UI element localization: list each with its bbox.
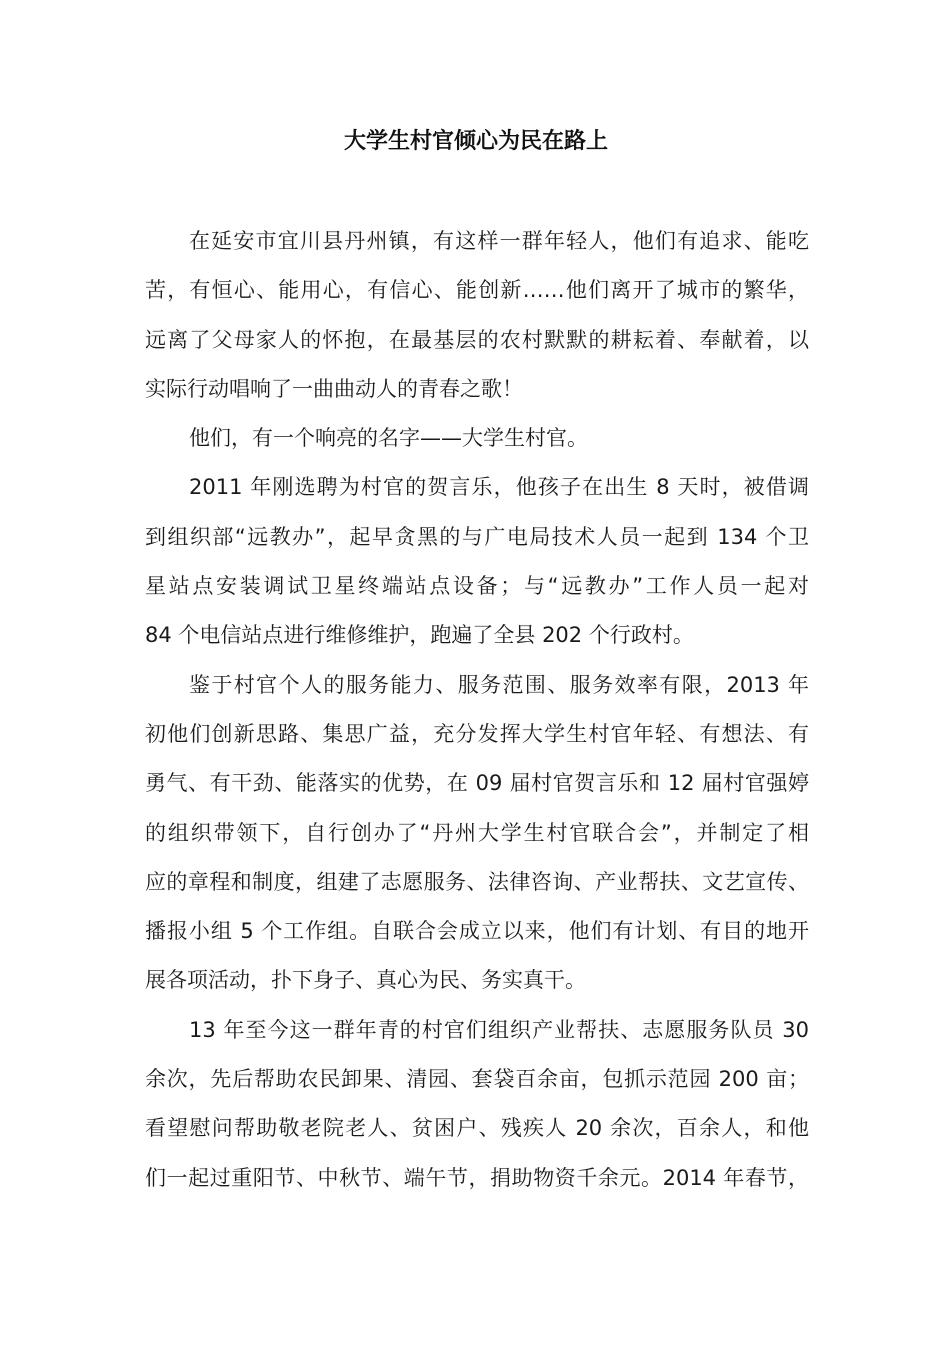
paragraph-5-line-1: 13 年至今这一群年青的村官们组织产业帮扶、志愿服务队员 30 — [189, 1017, 809, 1042]
paragraph-1-line-2: 苦，有恒心、能用心，有信心、能创新……他们离开了城市的繁华， — [145, 278, 809, 303]
paragraph-3-line-4: 84 个电信站点进行维修维护，跑遍了全县 202 个行政村。 — [145, 623, 694, 648]
paragraph-1-line-1: 在延安市宜川县丹州镇，有这样一群年轻人，他们有追求、能吃 — [189, 229, 809, 253]
paragraph-4-line-2: 初他们创新思路、集思广益，充分发挥大学生村官年轻、有想法、有 — [145, 721, 809, 746]
paragraph-3-line-3: 星站点安装调试卫星终端站点设备；与“远教办”工作人员一起对 — [145, 574, 809, 599]
paragraph-5-line-2: 余次，先后帮助农民卸果、清园、套袋百余亩，包抓示范园 200 亩； — [145, 1067, 809, 1092]
document-title: 大学生村官倾心为民在路上 — [343, 129, 608, 154]
paragraph-1-line-3: 远离了父母家人的怀抱，在最基层的农村默默的耕耘着、奉献着，以 — [145, 327, 809, 352]
paragraph-1-line-4: 实际行动唱响了一曲曲动人的青春之歌！ — [145, 376, 523, 401]
paragraph-4-line-5: 应的章程和制度，组建了志愿服务、法律咨询、产业帮扶、文艺宣传、 — [145, 869, 809, 894]
paragraph-4-line-3: 勇气、有干劲、能落实的优势，在 09 届村官贺言乐和 12 届村官强婷 — [145, 771, 809, 796]
document-body — [145, 217, 809, 1203]
paragraph-4-line-4: 的组织带领下，自行创办了“丹州大学生村官联合会”，并制定了相 — [145, 820, 809, 845]
paragraph-3-line-1: 2011 年刚选聘为村官的贺言乐，他孩子在出生 8 天时，被借调 — [189, 475, 809, 500]
paragraph-5-line-3: 看望慰问帮助敬老院老人、贫困户、残疾人 20 余次，百余人，和他 — [145, 1116, 809, 1141]
paragraph-4-line-7: 展各项活动，扑下身子、真心为民、务实真干。 — [145, 968, 586, 993]
paragraph-2-line-1: 他们，有一个响亮的名字——大学生村官。 — [189, 426, 588, 451]
paragraph-3-line-2: 到组织部“远教办”，起早贪黑的与广电局技术人员一起到 134 个卫 — [145, 524, 809, 549]
paragraph-5-line-4: 们一起过重阳节、中秋节、端午节，捐助物资千余元。2014 年春节， — [145, 1165, 809, 1190]
paragraph-4-line-1: 鉴于村官个人的服务能力、服务范围、服务效率有限，2013 年 — [189, 672, 809, 697]
paragraph-4-line-6: 播报小组 5 个工作组。自联合会成立以来，他们有计划、有目的地开 — [145, 919, 809, 944]
